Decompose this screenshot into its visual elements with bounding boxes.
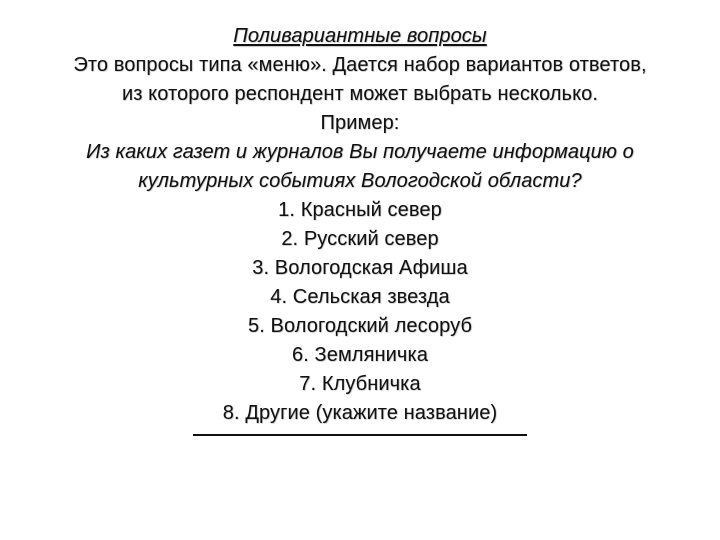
answer-option: 6. Земляничка xyxy=(292,344,428,366)
question-line-2: культурных событиях Вологодской области? xyxy=(138,170,582,192)
slide-title: Поливариантные вопросы xyxy=(233,25,487,47)
answer-option: 8. Другие (укажите название) xyxy=(222,402,498,424)
answer-options-list xyxy=(20,196,700,428)
answer-option: 4. Сельская звезда xyxy=(270,286,450,308)
example-label: Пример: xyxy=(320,112,400,134)
definition-line-1: Это вопросы типа «меню». Дается набор вариантов ответов, xyxy=(73,54,647,76)
slide-content xyxy=(20,22,700,436)
definition-line-2: из которого респондент может выбрать несколько. xyxy=(121,83,599,105)
answer-option: 5. Вологодский лесоруб xyxy=(247,315,473,337)
answer-option: 1. Красный север xyxy=(278,199,442,221)
question-line-1: Из каких газет и журналов Вы получаете информацию о xyxy=(86,141,634,163)
blank-answer-line xyxy=(193,434,527,436)
answer-option: 3. Вологодская Афиша xyxy=(252,257,468,279)
answer-option: 2. Русский север xyxy=(281,228,439,250)
answer-option: 7. Клубничка xyxy=(299,373,421,395)
